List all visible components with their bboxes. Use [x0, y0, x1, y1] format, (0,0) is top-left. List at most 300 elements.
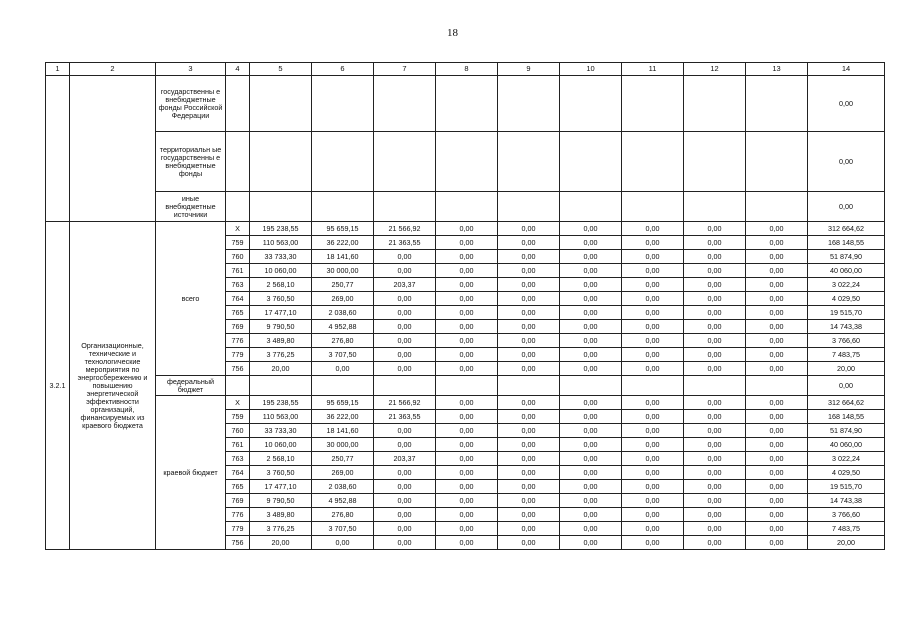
value-cell: 195 238,55	[250, 396, 312, 410]
value-cell: 0,00	[622, 522, 684, 536]
column-number: 8	[436, 63, 498, 76]
value-cell: 30 000,00	[312, 264, 374, 278]
empty-cell	[374, 132, 436, 192]
value-cell: 21 566,92	[374, 396, 436, 410]
value-cell: 0,00	[684, 522, 746, 536]
budget-code: 765	[226, 480, 250, 494]
column-number: 1	[46, 63, 70, 76]
value-cell: 51 874,90	[808, 250, 885, 264]
value-cell: 0,00	[684, 334, 746, 348]
empty-cell	[436, 192, 498, 222]
empty-cell	[312, 76, 374, 132]
value-cell: 0,00	[498, 236, 560, 250]
budget-code: 759	[226, 236, 250, 250]
value-cell: 0,00	[498, 438, 560, 452]
value-cell: 0,00	[622, 250, 684, 264]
value-cell: 0,00	[746, 320, 808, 334]
value-cell: 0,00	[436, 452, 498, 466]
budget-code: 756	[226, 536, 250, 550]
budget-code: 763	[226, 278, 250, 292]
value-cell: 0,00	[684, 466, 746, 480]
empty-cell	[374, 376, 436, 396]
value-cell: 9 790,50	[250, 320, 312, 334]
value-cell: 3 022,24	[808, 278, 885, 292]
value-cell: 0,00	[560, 292, 622, 306]
value-cell: 0,00	[622, 306, 684, 320]
value-cell: 0,00	[436, 292, 498, 306]
value-cell: 40 060,00	[808, 438, 885, 452]
value-cell: 0,00	[622, 264, 684, 278]
value-cell: 2 038,60	[312, 306, 374, 320]
value-cell: 0,00	[498, 452, 560, 466]
value-cell: 0,00	[374, 320, 436, 334]
value-cell: 0,00	[684, 250, 746, 264]
value-cell: 0,00	[746, 306, 808, 320]
value-cell: 19 515,70	[808, 306, 885, 320]
value-cell: 17 477,10	[250, 480, 312, 494]
column-number: 12	[684, 63, 746, 76]
value-cell: 0,00	[374, 522, 436, 536]
value-cell: 312 664,62	[808, 222, 885, 236]
value-cell: 0,00	[684, 494, 746, 508]
value-cell: 0,00	[560, 362, 622, 376]
value-cell: 250,77	[312, 278, 374, 292]
value-cell: 0,00	[498, 424, 560, 438]
value-cell: 14 743,38	[808, 494, 885, 508]
value-cell: 0,00	[436, 320, 498, 334]
empty-cell	[374, 76, 436, 132]
value-cell: 4 029,50	[808, 466, 885, 480]
empty-cell	[684, 192, 746, 222]
value-cell: 0,00	[622, 480, 684, 494]
column-number: 10	[560, 63, 622, 76]
value-cell: 9 790,50	[250, 494, 312, 508]
fund-label: территориальн ые государственны е внебюджетные фонды	[156, 132, 226, 192]
value-cell: 0,00	[684, 222, 746, 236]
value-cell: 10 060,00	[250, 438, 312, 452]
value-cell: 0,00	[374, 292, 436, 306]
column-number: 4	[226, 63, 250, 76]
value-cell: 110 563,00	[250, 236, 312, 250]
value-cell: 0,00	[374, 348, 436, 362]
value-cell: 4 029,50	[808, 292, 885, 306]
value-cell: 276,80	[312, 508, 374, 522]
value-cell: 0,00	[746, 536, 808, 550]
budget-code: 769	[226, 320, 250, 334]
value-cell: 0,00	[746, 508, 808, 522]
column-number: 14	[808, 63, 885, 76]
value-cell: 3 766,60	[808, 334, 885, 348]
value-cell: 0,00	[498, 410, 560, 424]
value-cell: 0,00	[374, 306, 436, 320]
value-cell: 3 707,50	[312, 348, 374, 362]
fund-total: 0,00	[808, 132, 885, 192]
value-cell: 0,00	[374, 424, 436, 438]
value-cell: 312 664,62	[808, 396, 885, 410]
value-cell: 0,00	[746, 452, 808, 466]
value-cell: 0,00	[622, 348, 684, 362]
value-cell: 0,00	[746, 396, 808, 410]
value-cell: 0,00	[374, 508, 436, 522]
value-cell: 0,00	[498, 466, 560, 480]
value-cell: 0,00	[746, 348, 808, 362]
value-cell: 0,00	[560, 508, 622, 522]
value-cell: 3 707,50	[312, 522, 374, 536]
value-cell: 3 766,60	[808, 508, 885, 522]
value-cell: 0,00	[560, 278, 622, 292]
value-cell: 0,00	[684, 410, 746, 424]
column-number: 11	[622, 63, 684, 76]
empty-cell	[498, 376, 560, 396]
empty-cell	[622, 192, 684, 222]
value-cell: 17 477,10	[250, 306, 312, 320]
value-cell: 0,00	[436, 264, 498, 278]
value-cell: 0,00	[684, 480, 746, 494]
value-cell: 0,00	[560, 424, 622, 438]
value-cell: 0,00	[436, 334, 498, 348]
empty-cell	[46, 76, 70, 222]
value-cell: 0,00	[622, 292, 684, 306]
value-cell: 269,00	[312, 466, 374, 480]
column-number: 2	[70, 63, 156, 76]
value-cell: 0,00	[684, 362, 746, 376]
value-cell: 0,00	[374, 334, 436, 348]
value-cell: 0,00	[622, 278, 684, 292]
value-cell: 0,00	[684, 424, 746, 438]
source-federal-label: федеральный бюджет	[156, 376, 226, 396]
page-number: 18	[447, 27, 458, 39]
empty-cell	[746, 76, 808, 132]
value-cell: 0,00	[622, 466, 684, 480]
value-cell: 21 363,55	[374, 410, 436, 424]
budget-code: 779	[226, 522, 250, 536]
value-cell: 0,00	[374, 536, 436, 550]
value-cell: 0,00	[622, 452, 684, 466]
value-cell: 0,00	[436, 362, 498, 376]
value-cell: 0,00	[560, 494, 622, 508]
value-cell: 0,00	[436, 536, 498, 550]
empty-cell	[622, 76, 684, 132]
value-cell: 33 733,30	[250, 424, 312, 438]
source-regional-label: краевой бюджет	[156, 396, 226, 550]
budget-code: 761	[226, 264, 250, 278]
empty-cell	[622, 132, 684, 192]
value-cell: 0,00	[746, 466, 808, 480]
value-cell: 0,00	[746, 236, 808, 250]
value-cell: 0,00	[560, 396, 622, 410]
value-cell: 0,00	[684, 292, 746, 306]
header-row	[46, 63, 885, 76]
value-cell: 0,00	[622, 536, 684, 550]
empty-cell	[560, 192, 622, 222]
empty-cell	[746, 132, 808, 192]
value-cell: 0,00	[746, 362, 808, 376]
value-cell: 0,00	[746, 292, 808, 306]
empty-cell	[684, 376, 746, 396]
value-cell: 0,00	[622, 320, 684, 334]
value-cell: 203,37	[374, 452, 436, 466]
value-cell: 20,00	[808, 536, 885, 550]
value-cell: 3 776,25	[250, 348, 312, 362]
value-cell: 2 568,10	[250, 452, 312, 466]
budget-code: 756	[226, 362, 250, 376]
value-cell: 0,00	[498, 306, 560, 320]
value-cell: 0,00	[746, 494, 808, 508]
value-cell: 0,00	[622, 222, 684, 236]
value-cell: 0,00	[684, 438, 746, 452]
empty-cell	[436, 76, 498, 132]
empty-cell	[312, 192, 374, 222]
value-cell: 276,80	[312, 334, 374, 348]
value-cell: 0,00	[498, 508, 560, 522]
value-cell: 36 222,00	[312, 236, 374, 250]
item-name: Организационные, технические и технологические мероприятия по энергосбережению и повышению энергетической эффективности организаций, финансируемых из краевого бюджета	[70, 222, 156, 550]
empty-cell	[498, 132, 560, 192]
value-cell: 95 659,15	[312, 222, 374, 236]
value-cell: 0,00	[374, 480, 436, 494]
value-cell: 0,00	[560, 522, 622, 536]
empty-cell	[746, 192, 808, 222]
value-cell: 7 483,75	[808, 522, 885, 536]
value-cell: 168 148,55	[808, 236, 885, 250]
value-cell: 0,00	[498, 250, 560, 264]
value-cell: 0,00	[312, 362, 374, 376]
value-cell: 0,00	[746, 250, 808, 264]
empty-cell	[684, 132, 746, 192]
value-cell: 0,00	[560, 222, 622, 236]
budget-code: 763	[226, 452, 250, 466]
value-cell: 0,00	[684, 452, 746, 466]
value-cell: 0,00	[498, 348, 560, 362]
value-cell: 0,00	[498, 362, 560, 376]
value-cell: 0,00	[684, 320, 746, 334]
value-cell: 20,00	[250, 536, 312, 550]
value-cell: 110 563,00	[250, 410, 312, 424]
source-total-label: всего	[156, 222, 226, 376]
value-cell: 0,00	[436, 306, 498, 320]
value-cell: 95 659,15	[312, 396, 374, 410]
value-cell: 20,00	[808, 362, 885, 376]
value-cell: 0,00	[560, 410, 622, 424]
budget-code: X	[226, 396, 250, 410]
value-cell: 4 952,88	[312, 494, 374, 508]
value-cell: 0,00	[436, 438, 498, 452]
value-cell: 30 000,00	[312, 438, 374, 452]
empty-cell	[226, 192, 250, 222]
empty-cell	[312, 376, 374, 396]
empty-cell	[250, 192, 312, 222]
empty-cell	[70, 76, 156, 222]
empty-cell	[226, 376, 250, 396]
value-cell: 0,00	[560, 236, 622, 250]
value-cell: 0,00	[498, 334, 560, 348]
value-cell: 0,00	[684, 348, 746, 362]
value-cell: 0,00	[622, 396, 684, 410]
value-cell: 18 141,60	[312, 424, 374, 438]
value-cell: 0,00	[436, 222, 498, 236]
value-cell: 0,00	[436, 522, 498, 536]
value-cell: 269,00	[312, 292, 374, 306]
value-cell: 14 743,38	[808, 320, 885, 334]
value-cell: 0,00	[560, 480, 622, 494]
empty-cell	[746, 376, 808, 396]
value-cell: 0,00	[622, 494, 684, 508]
column-number: 6	[312, 63, 374, 76]
value-cell: 0,00	[498, 278, 560, 292]
empty-cell	[436, 132, 498, 192]
value-cell: 0,00	[622, 236, 684, 250]
fund-label: иные внебюджетные источники	[156, 192, 226, 222]
value-cell: 0,00	[312, 536, 374, 550]
empty-cell	[622, 376, 684, 396]
value-cell: 0,00	[436, 480, 498, 494]
item-number: 3.2.1	[46, 222, 70, 550]
value-cell: 0,00	[436, 236, 498, 250]
value-cell: 0,00	[746, 264, 808, 278]
value-cell: 0,00	[436, 348, 498, 362]
value-cell: 203,37	[374, 278, 436, 292]
column-number: 7	[374, 63, 436, 76]
fund-total: 0,00	[808, 76, 885, 132]
fund-row	[46, 132, 885, 192]
value-cell: 0,00	[498, 320, 560, 334]
value-cell: 0,00	[746, 522, 808, 536]
value-cell: 33 733,30	[250, 250, 312, 264]
budget-code: 769	[226, 494, 250, 508]
empty-cell	[250, 132, 312, 192]
budget-code: 761	[226, 438, 250, 452]
value-cell: 2 038,60	[312, 480, 374, 494]
empty-cell	[560, 132, 622, 192]
value-cell: 0,00	[622, 410, 684, 424]
value-cell: 0,00	[498, 396, 560, 410]
value-cell: 3 489,80	[250, 334, 312, 348]
value-cell: 0,00	[684, 536, 746, 550]
value-cell: 250,77	[312, 452, 374, 466]
value-cell: 0,00	[374, 250, 436, 264]
value-cell: 0,00	[684, 264, 746, 278]
table-row	[46, 222, 885, 236]
value-cell: 0,00	[436, 424, 498, 438]
value-cell: 0,00	[560, 438, 622, 452]
empty-cell	[226, 132, 250, 192]
budget-code: X	[226, 222, 250, 236]
value-cell: 0,00	[560, 306, 622, 320]
value-cell: 0,00	[498, 480, 560, 494]
value-cell: 0,00	[374, 494, 436, 508]
value-cell: 0,00	[436, 508, 498, 522]
budget-code: 764	[226, 292, 250, 306]
budget-code: 760	[226, 250, 250, 264]
column-number: 13	[746, 63, 808, 76]
value-cell: 0,00	[746, 480, 808, 494]
value-cell: 0,00	[684, 306, 746, 320]
value-cell: 36 222,00	[312, 410, 374, 424]
value-cell: 0,00	[560, 536, 622, 550]
value-cell: 0,00	[560, 320, 622, 334]
column-number: 5	[250, 63, 312, 76]
value-cell: 0,00	[436, 494, 498, 508]
value-cell: 0,00	[498, 222, 560, 236]
value-cell: 0,00	[622, 438, 684, 452]
value-cell: 0,00	[746, 334, 808, 348]
budget-code: 764	[226, 466, 250, 480]
value-cell: 0,00	[436, 410, 498, 424]
fund-row	[46, 76, 885, 132]
budget-code: 765	[226, 306, 250, 320]
value-cell: 0,00	[684, 278, 746, 292]
value-cell: 18 141,60	[312, 250, 374, 264]
value-cell: 0,00	[560, 264, 622, 278]
value-cell: 0,00	[374, 466, 436, 480]
federal-row	[46, 376, 885, 396]
value-cell: 168 148,55	[808, 410, 885, 424]
budget-code: 779	[226, 348, 250, 362]
value-cell: 0,00	[498, 536, 560, 550]
value-cell: 0,00	[622, 362, 684, 376]
value-cell: 2 568,10	[250, 278, 312, 292]
value-cell: 21 566,92	[374, 222, 436, 236]
value-cell: 0,00	[374, 362, 436, 376]
empty-cell	[560, 376, 622, 396]
value-cell: 0,00	[498, 264, 560, 278]
value-cell: 0,00	[746, 424, 808, 438]
value-cell: 0,00	[498, 522, 560, 536]
value-cell: 0,00	[622, 424, 684, 438]
value-cell: 0,00	[374, 264, 436, 278]
value-cell: 3 776,25	[250, 522, 312, 536]
value-cell: 0,00	[560, 250, 622, 264]
value-cell: 0,00	[746, 222, 808, 236]
budget-code: 776	[226, 334, 250, 348]
value-cell: 20,00	[250, 362, 312, 376]
empty-cell	[498, 192, 560, 222]
empty-cell	[250, 76, 312, 132]
value-cell: 0,00	[560, 466, 622, 480]
value-cell: 0,00	[746, 438, 808, 452]
budget-code: 760	[226, 424, 250, 438]
value-cell: 0,00	[746, 410, 808, 424]
value-cell: 0,00	[622, 508, 684, 522]
federal-total: 0,00	[808, 376, 885, 396]
empty-cell	[312, 132, 374, 192]
value-cell: 10 060,00	[250, 264, 312, 278]
value-cell: 0,00	[436, 250, 498, 264]
value-cell: 0,00	[374, 438, 436, 452]
value-cell: 0,00	[436, 396, 498, 410]
table-row	[46, 396, 885, 410]
value-cell: 3 489,80	[250, 508, 312, 522]
empty-cell	[374, 192, 436, 222]
value-cell: 0,00	[560, 452, 622, 466]
empty-cell	[684, 76, 746, 132]
value-cell: 3 022,24	[808, 452, 885, 466]
value-cell: 4 952,88	[312, 320, 374, 334]
empty-cell	[560, 76, 622, 132]
value-cell: 0,00	[746, 278, 808, 292]
value-cell: 0,00	[436, 466, 498, 480]
empty-cell	[498, 76, 560, 132]
value-cell: 3 760,50	[250, 466, 312, 480]
value-cell: 51 874,90	[808, 424, 885, 438]
value-cell: 3 760,50	[250, 292, 312, 306]
value-cell: 0,00	[622, 334, 684, 348]
value-cell: 195 238,55	[250, 222, 312, 236]
value-cell: 0,00	[560, 334, 622, 348]
budget-code: 776	[226, 508, 250, 522]
value-cell: 0,00	[684, 508, 746, 522]
fund-total: 0,00	[808, 192, 885, 222]
